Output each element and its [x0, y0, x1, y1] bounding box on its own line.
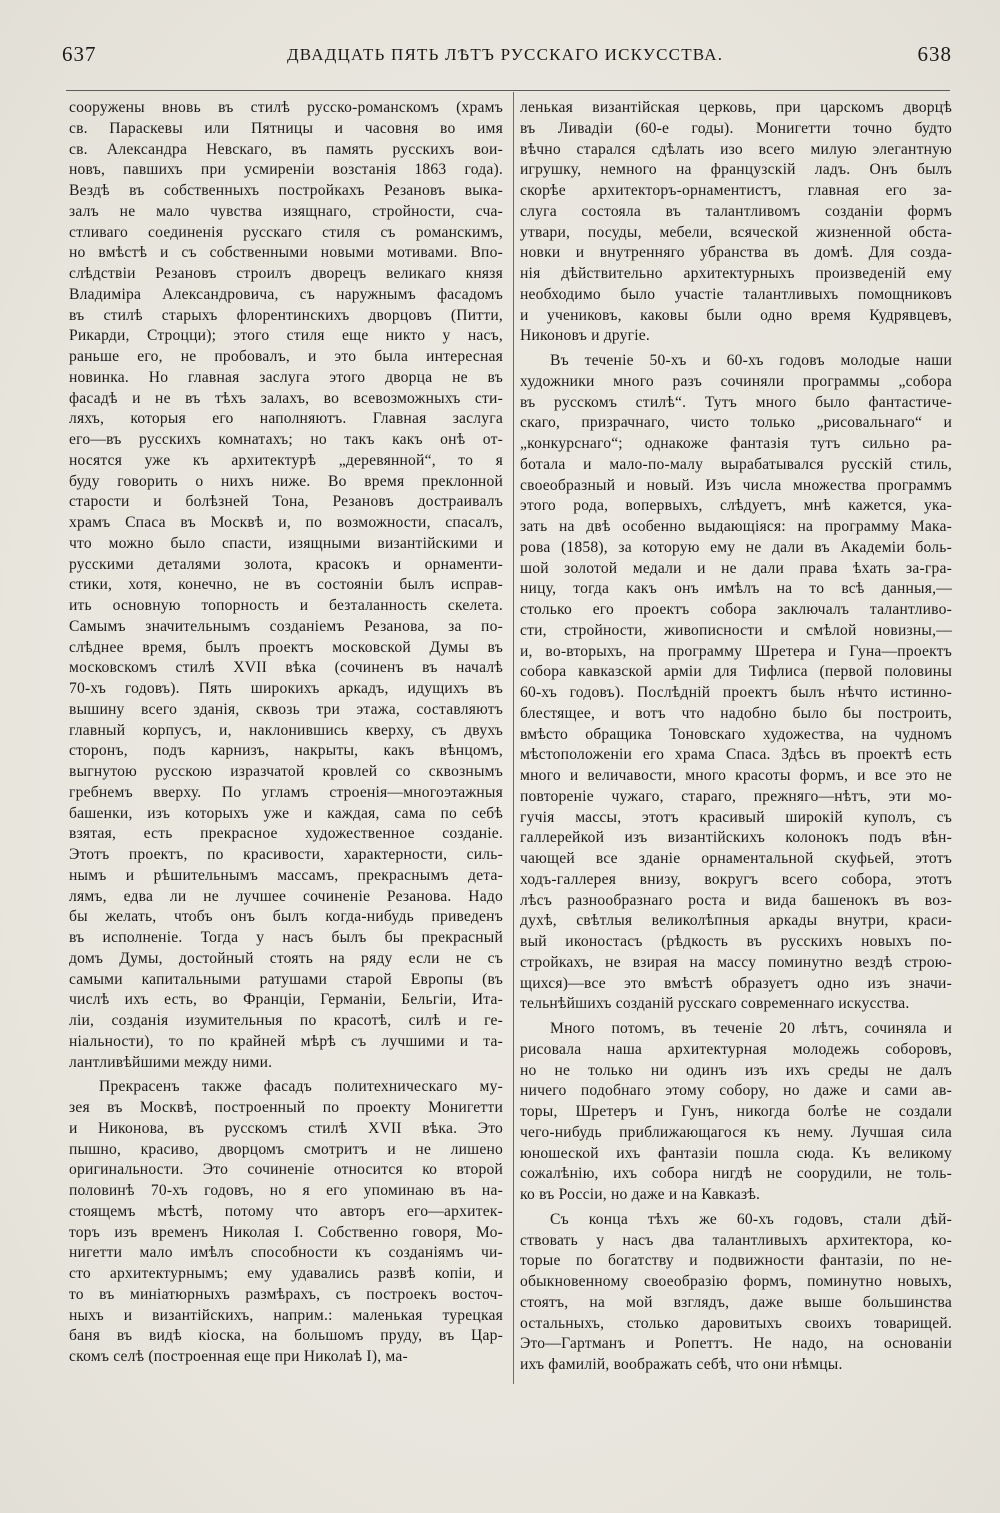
text-line: блестящее, и вотъ что надобно было бы построить, [520, 704, 952, 722]
text-line: сти, стройности, живописности и смѣлой новизны,— [520, 621, 952, 639]
right-column [520, 98, 952, 1376]
text-line: сторонъ, подъ карнизъ, накрыты, какъ вѣнцомъ, [69, 742, 503, 760]
text-line: необходимо было участіе талантливыхъ помощниковъ [520, 285, 952, 303]
text-line: Этотъ проектъ, по красивости, характерности, силь- [69, 846, 503, 863]
text-line: скорѣе архитекторъ-орнаментистъ, главная его за- [520, 182, 952, 199]
text-line: стройкахъ, не взирая на массу поминутно вездѣ строю- [520, 953, 952, 971]
text-line: слѣднее время, былъ проектъ московской Думы въ [69, 638, 503, 656]
text-line: русскими деталями золота, красокъ и орнаменти- [69, 555, 503, 573]
text-line: ить основную топорность и безталанность скелета. [69, 597, 503, 614]
text-line: столько его проектъ собора заключалъ талантливо- [520, 601, 952, 618]
paragraph [520, 98, 952, 347]
text-line: числѣ ихъ есть, во Франціи, Германіи, Бельгіи, Ита- [69, 991, 503, 1009]
text-line: ботала и мало-по-малу вырабатывался русскій стиль, [520, 455, 952, 473]
text-line: баня въ видѣ кіоска, на большомъ пруду, въ Цар- [69, 1327, 503, 1345]
text-line: ихъ фамилій, воображать себѣ, что они нѣмцы. [520, 1356, 843, 1373]
text-line: башенки, изъ которыхъ уже и каждая, сама по себѣ [69, 804, 503, 822]
text-line: въ Ливадіи (60-е годы). Монигетти точно будто [520, 119, 952, 137]
text-line: утвари, посуды, мебели, всяческой жизненной обста- [520, 223, 952, 241]
text-line: домъ Думы, достойный стоять на ряду если не съ [69, 949, 503, 967]
text-line: ствовать у насъ два талантливыхъ архитектора, ко- [520, 1231, 952, 1249]
running-header [62, 42, 952, 72]
text-line: московскомъ стилѣ XVII вѣка (сочиненъ въ началѣ [69, 659, 503, 677]
text-line: много и величавости, много красоты формъ, и все это не [520, 767, 952, 784]
text-line: носятся уже къ архитектурѣ „деревянной“, то я [69, 451, 503, 469]
text-line: стики, хотя, конечно, не въ состояніи былъ исправ- [69, 576, 503, 594]
text-line: собора кавказской арміи для Тифлиса (первой половины [520, 663, 952, 681]
text-line: галлерейкой изъ византійскихъ колонокъ подъ вѣн- [520, 829, 952, 847]
text-line: вѣчно старался сдѣлать изо всего милую элегантную [520, 140, 952, 158]
text-line: Рикарди, Строцци); этого стиля еще никто у насъ, [69, 327, 503, 345]
text-line: но не только ни одинъ изъ ихъ среды не далъ [520, 1061, 952, 1079]
text-line: ницу, тогда какъ онъ имѣлъ на то всѣ данныя,— [520, 580, 952, 598]
text-line: Въ теченіе 50-хъ и 60-хъ годовъ молодые наши [550, 352, 952, 369]
text-line: зать на двѣ особенно выдающіяся: на программу Мака- [520, 518, 952, 535]
text-line: вый иконостасъ (рѣдкость въ русскихъ новыхъ по- [520, 933, 952, 950]
page-number-left: 637 [62, 42, 97, 66]
text-line: ніальности), то по крайней мѣрѣ съ лучшими и та- [69, 1032, 503, 1050]
paragraph [520, 1019, 952, 1206]
text-line: мѣстоположеніи его храма Спаса. Здѣсь въ проектѣ есть [520, 746, 952, 764]
text-line: шой золотой медали и не дали права ѣхать за-гра- [520, 559, 952, 577]
text-line: чего-нибудь приближающагося къ нему. Лучшая сила [520, 1123, 952, 1141]
text-line: художники много разъ сочиняли программы „собора [520, 372, 952, 390]
text-line: то въ миніатюрныхъ размѣрахъ, съ построекъ восточ- [69, 1285, 503, 1303]
header-rule [66, 90, 950, 91]
text-line: рова (1858), за которую ему не дали въ Академіи боль- [520, 538, 952, 556]
text-line: обыкновенному своеобразію формъ, поминутно новыхъ, [520, 1273, 952, 1290]
text-line: стоятъ, на мой взглядъ, даже выше большинства [520, 1293, 952, 1311]
text-line: ленькая византійская церковь, при царскомъ дворцѣ [520, 99, 952, 116]
text-line: но вмѣстѣ и съ собственными новыми мотивами. Впо- [69, 244, 503, 262]
text-line: нигетти мало имѣлъ способности къ созданіямъ чи- [69, 1244, 503, 1262]
text-line: скомъ селѣ (построенная еще при Николаѣ I), ма- [69, 1348, 408, 1365]
text-line: буду говорить о нихъ ниже. Во время преклонной [69, 472, 503, 490]
text-line: ныхъ и византійскихъ, наприм.: маленькая турецкая [69, 1306, 503, 1324]
running-title: ДВАДЦАТЬ ПЯТЬ ЛѢТЪ РУССКАГО ИСКУССТВА. [287, 45, 724, 64]
text-line: слуга состояла въ талантливомъ созданіи формъ [520, 202, 952, 220]
text-line: 70-хъ годовъ). Пять широкихъ аркадъ, идущихъ въ [69, 680, 503, 697]
text-line: юношеской ихъ фантазіи пошла сюда. Къ великому [520, 1144, 952, 1162]
text-line: взятая, есть прекрасное художественное созданіе. [69, 825, 503, 843]
text-line: новъ, павшихъ при усмиреніи возстанія 1863 года). [69, 161, 503, 179]
text-line: въ стилѣ старыхъ флорентинскихъ дворцовъ (Питти, [69, 306, 503, 324]
text-line: св. Александра Невскаго, въ память русскихъ вои- [69, 140, 503, 158]
text-line: духѣ, свѣтлыя великолѣпныя аркады внутри, краси- [520, 912, 952, 930]
text-line: пышно, красиво, дворцомъ смотритъ и не лишено [69, 1140, 503, 1158]
text-line: и, во-вторыхъ, на программу Шретера и Гуна—проектъ [520, 642, 952, 660]
text-line: зея въ Москвѣ, построенный по проекту Монигетти [69, 1099, 503, 1116]
text-line: торые по богатству и подвижности фантазіи, по не- [520, 1252, 952, 1270]
text-line: оригинальности. Это сочиненіе относится ко второй [69, 1161, 503, 1179]
text-line: Много потомъ, въ теченіе 20 лѣтъ, сочиняла и [550, 1020, 952, 1037]
paragraph [520, 351, 952, 1015]
text-line: Вездѣ въ собственныхъ постройкахъ Резановъ выка- [69, 182, 503, 199]
paragraph [520, 1210, 952, 1376]
text-line: св. Параскевы или Пятницы и часовня во имя [69, 119, 503, 137]
text-line: скаго, призрачнаго, чисто только „рисовальнаго“ и [520, 414, 952, 432]
text-line: гучія массы, этотъ красивый широкій куполъ, съ [520, 808, 952, 826]
text-line: вышину всего зданія, сквозь три этажа, составляютъ [69, 700, 503, 718]
text-line: главный корпусъ, и, наклонившись кверху, съ двухъ [69, 721, 503, 739]
text-line: 60-хъ годовъ). Послѣдній проектъ былъ нѣчто истинно- [520, 684, 952, 701]
text-line: его—въ русскихъ комнатахъ; но такъ какъ онѣ от- [69, 431, 503, 448]
text-line: ко въ Россіи, но даже и на Кавказѣ. [520, 1186, 761, 1203]
text-line: повтореніе чужаго, стараго, прежняго—нѣтъ, эти мо- [520, 787, 952, 805]
text-line: фасадѣ и не въ тѣхъ залахъ, во всевозможныхъ сти- [69, 389, 503, 407]
text-line: торы, Шретеръ и Гунъ, никогда болѣе не создали [520, 1103, 952, 1120]
text-line: лямъ, едва ли не лучшее сочиненіе Резанова. Надо [69, 887, 503, 905]
text-line: нія дѣйствительно архитектурныхъ произведеній ему [520, 265, 952, 282]
text-line: выгнутою русскою изразчатой кровлей со сквознымъ [69, 763, 503, 780]
text-line: старости и болѣзней Тона, Резановъ достраивалъ [69, 493, 503, 511]
text-line: тельнѣйшихъ созданій русскаго современнаго искусства. [520, 995, 910, 1013]
text-line: остальныхъ, столько даровитыхъ своихъ товарищей. [520, 1314, 952, 1332]
text-line: ничего подобнаго этому собору, но даже и сами ав- [520, 1082, 952, 1100]
text-line: что можно было спасти, изящными византійскими и [69, 534, 503, 552]
text-line: въ русскомъ стилѣ“. Тутъ много было фантастиче- [520, 393, 952, 411]
text-line: Это—Гартманъ и Ропеттъ. Не надо, на основаніи [520, 1335, 952, 1353]
text-line: сожалѣнію, ихъ собора нигдѣ не соорудили, не толь- [520, 1165, 952, 1183]
text-line: храмъ Спаса въ Москвѣ и, по возможности, спасалъ, [69, 514, 503, 531]
column-divider [513, 92, 514, 1384]
text-line: ляхъ, которыя его наполняютъ. Главная заслуга [69, 410, 503, 428]
text-line: раньше его, не пробовалъ, и это была интересная [69, 348, 503, 365]
text-line: щихся)—все это вмѣстѣ образуетъ одно изъ значи- [520, 974, 952, 992]
text-line: бы желать, чтобъ онъ былъ когда-нибудь приведенъ [69, 908, 503, 926]
text-line: въ исполненіе. Тогда у насъ былъ бы прекрасный [69, 929, 503, 946]
text-line: залъ не мало чувства изящнаго, стройности, сча- [69, 202, 503, 220]
left-column [69, 98, 503, 1368]
text-line: торъ изъ временъ Николая I. Собственно говоря, Мо- [69, 1223, 503, 1241]
text-line: ходъ-галлерея внизу, вокругъ всего собора, этотъ [520, 870, 952, 888]
text-line: Никоновъ и другіе. [520, 327, 650, 345]
text-line: и Никонова, въ русскомъ стилѣ XVII вѣка. Это [69, 1119, 503, 1137]
text-line: стливаго соединенія русскаго стиля съ романскимъ, [69, 223, 503, 241]
paragraph [69, 1077, 503, 1368]
text-line: этого рода, вопервыхъ, слѣдуетъ, мнѣ кажется, ука- [520, 497, 952, 515]
text-line: ліи, созданія изумительныя по красотѣ, силѣ и ге- [69, 1012, 503, 1029]
text-line: половинѣ 70-хъ годовъ, но я его упоминаю въ на- [69, 1182, 503, 1199]
text-line: гребнемъ вверху. По угламъ строенія—многоэтажныя [69, 783, 503, 801]
text-line: самыми капитальными ратушами старой Европы (въ [69, 970, 503, 988]
text-line: своеобразный и новый. Изъ числа множества программъ [520, 476, 952, 494]
text-line: нымъ и рѣшительнымъ массамъ, прекраснымъ дета- [69, 866, 503, 884]
page-number-right: 638 [917, 42, 952, 66]
text-line: новки и внутренняго убранства въ домѣ. Для созда- [520, 244, 952, 262]
text-line: „конкурснаго“; однакоже фантазія тутъ сильно ра- [520, 435, 952, 452]
text-line: лантливѣйшими между ними. [69, 1053, 273, 1071]
text-line: Съ конца тѣхъ же 60-хъ годовъ, стали дѣй- [550, 1210, 952, 1228]
text-line: сто архитектурнымъ; ему удавались развѣ копіи, и [69, 1265, 503, 1282]
text-line: рисовала наша архитектурная молодежь соборовъ, [520, 1040, 952, 1058]
text-line: чающей все зданіе орнаментальной скуфьей, этотъ [520, 850, 952, 867]
text-line: новинка. Но главная заслуга этого дворца не въ [69, 368, 503, 386]
text-line: стоящемъ мѣстѣ, потому что авторъ его—архитек- [69, 1202, 503, 1220]
text-line: слѣдствіи Резановъ строилъ дворецъ великаго князя [69, 265, 503, 282]
text-line: сооружены вновь въ стилѣ русско-романскомъ (храмъ [69, 99, 503, 116]
text-line: лѣсъ разнообразнаго роста и вида башенокъ въ воз- [520, 891, 952, 909]
text-line: Самымъ значительнымъ созданіемъ Резанова, за по- [69, 617, 503, 635]
text-line: Владиміра Александровича, съ наружнымъ фасадомъ [69, 285, 503, 303]
text-line: и учениковъ, каковы были одно время Кудрявцевъ, [520, 306, 952, 324]
text-line: Прекрасенъ также фасадъ политехническаго му- [99, 1078, 503, 1096]
paragraph [69, 98, 503, 1073]
text-line: вмѣсто обращика Тоновскаго художества, на чудномъ [520, 725, 952, 743]
text-line: игрушку, немного на французскій ладъ. Онъ былъ [520, 161, 952, 179]
